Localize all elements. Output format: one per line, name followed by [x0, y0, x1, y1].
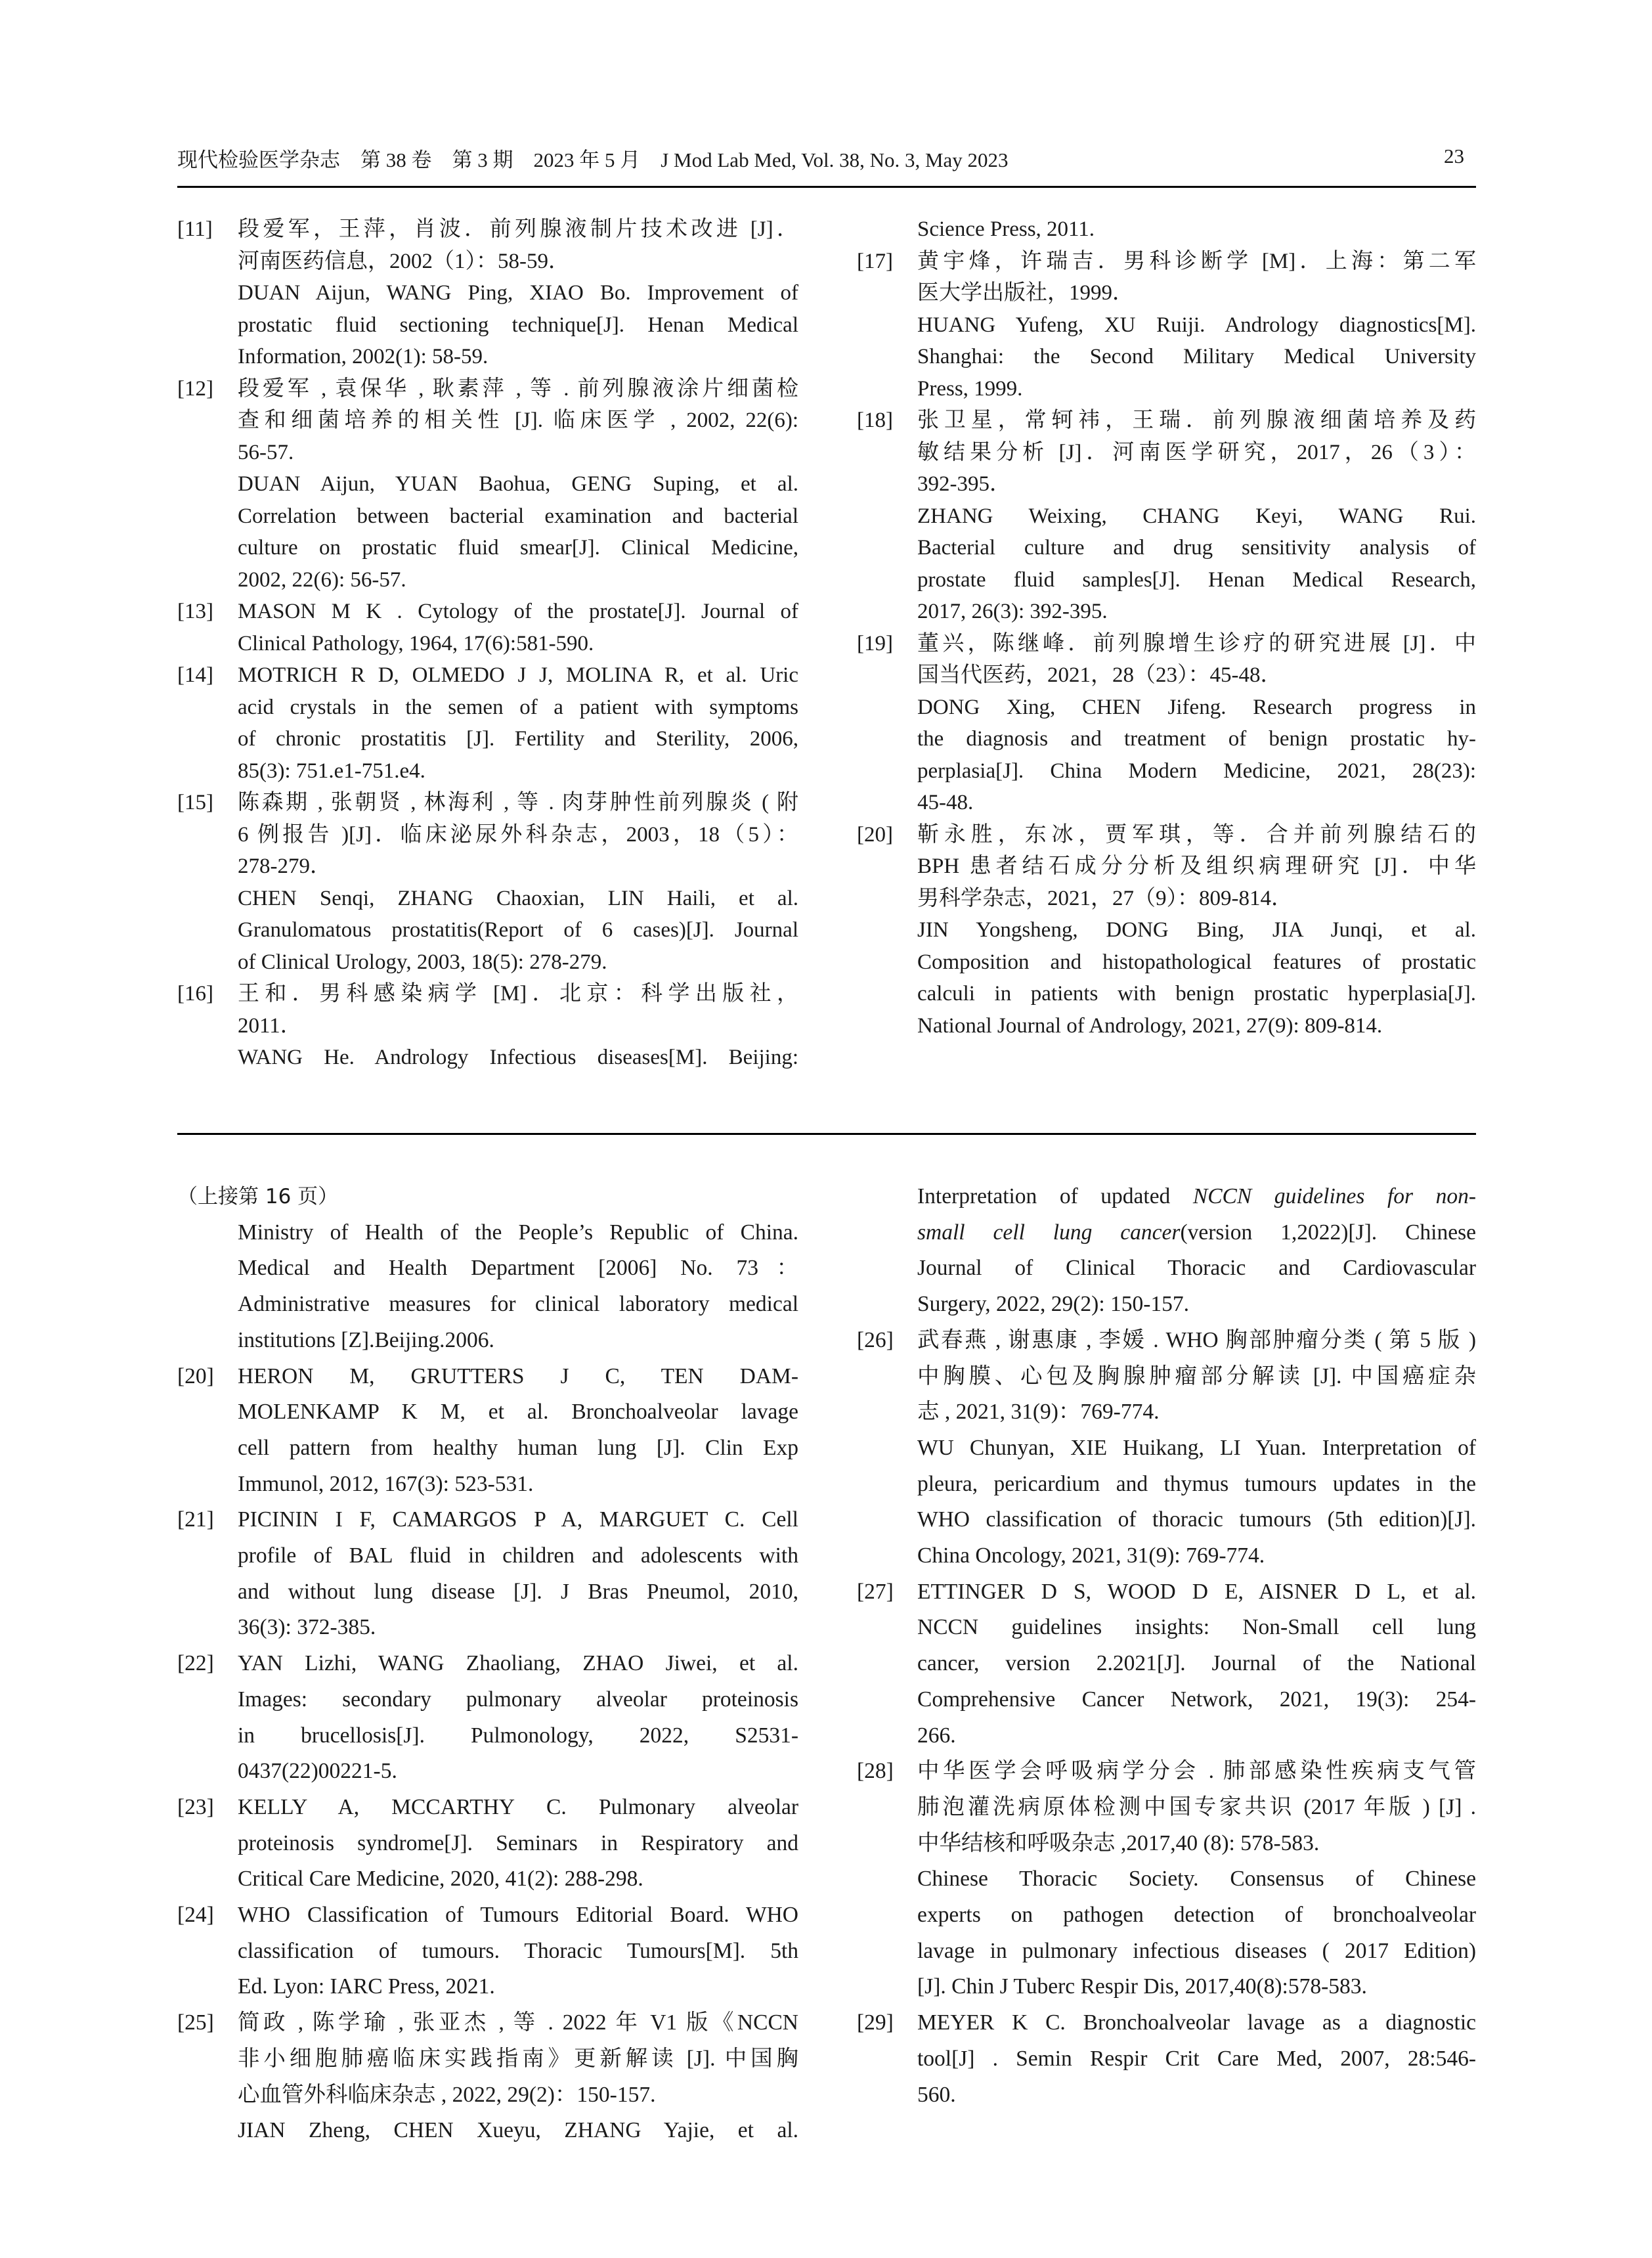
reference-continuation: small cell lung cancer(version 1,2022)[J]. Chinese — [917, 1220, 1476, 1245]
reference-number: [20] — [177, 1363, 214, 1388]
reference-item — [177, 659, 798, 787]
reference-line: of chronic prostatitis [J]. Fertility and Sterility, 2006, — [238, 727, 798, 751]
reference-continuation: Journal of Clinical Thoracic and Cardiovascular — [917, 1256, 1476, 1281]
reference-line: 278-279． — [238, 854, 332, 878]
reference-line: Ed. Lyon: IARC Press, 2021. — [238, 1974, 495, 1999]
reference-line: MOLENKAMP K M, et al. Bronchoalveolar lavage — [238, 1400, 798, 1425]
reference-line: JIN Yongsheng, DONG Bing, JIA Junqi, et al. — [917, 918, 1476, 942]
reference-line: 查和细菌培养的相关性 [J]. 临床医学 , 2002, 22(6): — [238, 409, 798, 432]
reference-line: 36(3): 372-385. — [238, 1615, 376, 1640]
reference-number: [22] — [177, 1651, 214, 1676]
reference-continuation: Administrative measures for clinical laboratory medical — [238, 1292, 798, 1317]
top-left-reference-column — [177, 213, 798, 1074]
reference-line: acid crystals in the semen of a patient with symptoms — [238, 695, 798, 719]
reference-line: YAN Lizhi, WANG Zhaoliang, ZHAO Jiwei, et al. — [238, 1651, 798, 1676]
reference-line: Correlation between bacterial examination and bacterial — [238, 504, 798, 528]
reference-item — [177, 787, 798, 978]
reference-number: [24] — [177, 1903, 214, 1928]
reference-line: WHO Classification of Tumours Editorial Board. WHO — [238, 1903, 798, 1928]
reference-item — [857, 628, 1476, 819]
reference-line: 560. — [917, 2082, 956, 2107]
reference-item — [857, 1323, 1476, 1574]
reference-number: [27] — [857, 1579, 894, 1604]
reference-line: 中胸膜、心包及胸腺肿瘤部分解读 [J]. 中国癌症杂 — [917, 1363, 1476, 1388]
reference-number: [20] — [857, 822, 893, 847]
reference-line: HERON M, GRUTTERS J C, TEN DAM- — [238, 1363, 798, 1388]
reference-line: NCCN guidelines insights: Non-Small cell lung — [917, 1615, 1476, 1640]
reference-line: prostate fluid samples[J]. Henan Medical Research, — [917, 567, 1476, 592]
reference-number: [29] — [857, 2010, 894, 2035]
reference-line: 85(3): 751.e1-751.e4. — [238, 759, 425, 783]
reference-line: 2002, 22(6): 56-57. — [238, 567, 406, 592]
reference-line: lavage in pulmonary infectious diseases ( 2017 Edition) — [917, 1938, 1476, 1963]
continued-from-label: （上接第 16 页） — [177, 1185, 339, 1208]
reference-line: DUAN Aijun, WANG Ping, XIAO Bo. Improvement of — [238, 281, 798, 305]
reference-line: and without lung disease [J]. J Bras Pneumol, 2010, — [238, 1579, 798, 1604]
reference-number: [12] — [177, 376, 213, 401]
reference-item — [177, 596, 798, 659]
reference-line: the diagnosis and treatment of benign prostatic hy- — [917, 727, 1476, 751]
reference-line: MOTRICH R D, OLMEDO J J, MOLINA R, et al. Uric — [238, 663, 798, 687]
bottom-right-reference-column — [857, 1179, 1476, 2113]
reference-continuation: Medical and Health Department [2006] No. 73： — [238, 1256, 798, 1281]
reference-line: 266. — [917, 1723, 956, 1748]
reference-number: [16] — [177, 982, 213, 1006]
reference-line: Images: secondary pulmonary alveolar proteinosis — [238, 1687, 798, 1712]
reference-line: 6 例报告 )[J]．临床泌尿外科杂志，2003，18（5）： — [238, 822, 798, 847]
reference-line: Information, 2002(1): 58-59. — [238, 345, 489, 368]
reference-item — [177, 2005, 798, 2149]
reference-line: 中华结核和呼吸杂志 ,2017,40 (8): 578-583. — [917, 1830, 1320, 1855]
reference-continuation: Interpretation of updated NCCN guidelines for non- — [917, 1184, 1476, 1208]
reference-line: in brucellosis[J]. Pulmonology, 2022, S2531- — [238, 1723, 798, 1748]
reference-line: tool[J] . Semin Respir Crit Care Med, 2007, 28:546- — [917, 2046, 1476, 2071]
reference-continuation: Science Press, 2011. — [917, 217, 1095, 241]
top-right-reference-column — [857, 213, 1476, 1042]
reference-line: Immunol, 2012, 167(3): 523-531. — [238, 1471, 534, 1496]
reference-line: MEYER K C. Bronchoalveolar lavage as a diagnostic — [917, 2010, 1476, 2035]
reference-line: cancer, version 2.2021[J]. Journal of the National — [917, 1651, 1476, 1676]
journal-info: 现代检验医学杂志 第 38 卷 第 3 期 2023 年 5 月 J Mod Lab Med, Vol. 38, No. 3, May 2023 — [177, 148, 1009, 171]
reference-line: ZHANG Weixing, CHANG Keyi, WANG Rui. — [917, 504, 1476, 528]
reference-line: 董兴，陈继峰．前列腺增生诊疗的研究进展 [J]．中 — [917, 631, 1476, 655]
reference-item — [177, 213, 798, 373]
reference-line: 段爱军 , 袁保华 , 耿素萍 , 等 . 前列腺液涂片细菌检 — [238, 376, 798, 401]
reference-line: 段爱军，王萍，肖波．前列腺液制片技术改进 [J]． — [238, 217, 798, 241]
reference-line: 王和．男科感染病学 [M]．北京：科学出版社， — [238, 982, 798, 1006]
reference-line: Clinical Pathology, 1964, 17(6):581-590. — [238, 631, 594, 655]
reference-line: 非小细胞肺癌临床实践指南》更新解读 [J]. 中国胸 — [238, 2046, 798, 2071]
reference-item — [177, 373, 798, 596]
reference-line: Chinese Thoracic Society. Consensus of Chinese — [917, 1867, 1476, 1892]
reference-line: Shanghai: the Second Military Medical University — [917, 345, 1476, 368]
reference-item — [857, 1574, 1476, 1754]
reference-line: DONG Xing, CHEN Jifeng. Research progress in — [917, 695, 1476, 719]
reference-item — [177, 1502, 798, 1646]
reference-line: 肺泡灌洗病原体检测中国专家共识 (2017 年版 ) [J] . — [917, 1794, 1476, 1819]
header-rule — [177, 186, 1476, 188]
reference-item — [177, 1790, 798, 1897]
reference-line: BPH 患者结石成分分析及组织病理研究 [J]．中华 — [917, 854, 1476, 878]
reference-line: China Oncology, 2021, 31(9): 769-774. — [917, 1543, 1265, 1568]
reference-item — [857, 246, 1476, 405]
reference-line: 医大学出版社，1999． — [917, 281, 1134, 305]
running-header — [177, 146, 1476, 175]
reference-item — [857, 819, 1476, 1042]
reference-line: Press, 1999. — [917, 376, 1023, 401]
section-divider — [177, 1133, 1476, 1135]
reference-line: JIAN Zheng, CHEN Xueyu, ZHANG Yajie, et al. — [238, 2118, 798, 2143]
reference-line: 张卫星，常轲祎，王瑞．前列腺液细菌培养及药 — [917, 409, 1476, 432]
reference-number: [13] — [177, 600, 213, 623]
reference-number: [17] — [857, 249, 893, 273]
reference-line: 黄宇烽，许瑞吉．男科诊断学 [M]．上海：第二军 — [917, 249, 1476, 273]
reference-line: cell pattern from healthy human lung [J]. Clin Exp — [238, 1435, 798, 1460]
reference-line: 河南医药信息，2002（1）：58-59． — [238, 249, 570, 273]
page-number: 23 — [1444, 144, 1464, 167]
reference-line: 56-57. — [238, 440, 294, 464]
reference-line: Comprehensive Cancer Network, 2021, 19(3): 254- — [917, 1687, 1476, 1712]
reference-line: DUAN Aijun, YUAN Baohua, GENG Suping, et al. — [238, 472, 798, 496]
reference-line: perplasia[J]. China Modern Medicine, 2021, 28(23): — [917, 759, 1476, 783]
reference-number: [25] — [177, 2010, 214, 2035]
reference-line: classification of tumours. Thoracic Tumours[M]. 5th — [238, 1938, 798, 1963]
reference-item — [857, 405, 1476, 628]
reference-line: 简政 , 陈学瑜 , 张亚杰 , 等 . 2022 年 V1 版《NCCN — [238, 2010, 798, 2035]
reference-item — [857, 2005, 1476, 2113]
reference-line: pleura, pericardium and thymus tumours updates in the — [917, 1471, 1476, 1496]
reference-line: HUANG Yufeng, XU Ruiji. Andrology diagnostics[M]. — [917, 313, 1476, 337]
reference-line: ETTINGER D S, WOOD D E, AISNER D L, et al. — [917, 1579, 1476, 1604]
reference-continuation: institutions [Z].Beijing.2006. — [238, 1327, 494, 1352]
reference-number: [11] — [177, 217, 213, 241]
reference-number: [19] — [857, 631, 893, 655]
reference-line: culture on prostatic fluid smear[J]. Clinical Medicine, — [238, 536, 798, 560]
reference-line: Bacterial culture and drug sensitivity analysis of — [917, 536, 1476, 560]
reference-line: 2011． — [238, 1013, 302, 1038]
reference-line: 志 , 2021, 31(9)：769-774. — [917, 1400, 1160, 1425]
reference-line: WU Chunyan, XIE Huikang, LI Yuan. Interpretation of — [917, 1435, 1476, 1460]
reference-line: 靳永胜，东冰，贾军琪，等．合并前列腺结石的 — [917, 822, 1476, 847]
reference-continuation: Surgery, 2022, 29(2): 150-157. — [917, 1292, 1190, 1317]
reference-number: [18] — [857, 409, 893, 432]
reference-line: [J]. Chin J Tuberc Respir Dis, 2017,40(8):578-583. — [917, 1974, 1367, 1999]
reference-line: 陈森期 , 张朝贤 , 林海利 , 等 . 肉芽肿性前列腺炎 ( 附 — [238, 791, 798, 814]
reference-line: profile of BAL fluid in children and adolescents with — [238, 1543, 798, 1568]
reference-line: 国当代医药，2021，28（23）：45-48． — [917, 663, 1282, 687]
reference-line: 45-48. — [917, 791, 974, 814]
reference-line: WHO classification of thoracic tumours (5th edition)[J]. — [917, 1507, 1476, 1532]
reference-line: PICININ I F, CAMARGOS P A, MARGUET C. Cell — [238, 1507, 798, 1532]
bottom-left-reference-column — [177, 1179, 798, 2149]
reference-line: MASON M K . Cytology of the prostate[J]. Journal of — [238, 600, 798, 623]
reference-line: 敏结果分析 [J]．河南医学研究，2017，26（3）： — [917, 440, 1476, 464]
reference-line: National Journal of Andrology, 2021, 27(9): 809-814. — [917, 1013, 1383, 1038]
reference-line: of Clinical Urology, 2003, 18(5): 278-279. — [238, 950, 607, 974]
reference-line: KELLY A, MCCARTHY C. Pulmonary alveolar — [238, 1794, 798, 1819]
reference-number: [23] — [177, 1794, 214, 1819]
reference-item — [177, 1646, 798, 1790]
reference-line: 武春燕 , 谢惠康 , 李媛 . WHO 胸部肿瘤分类 ( 第 5 版 ) — [917, 1327, 1476, 1352]
reference-line: CHEN Senqi, ZHANG Chaoxian, LIN Haili, et al. — [238, 886, 798, 910]
reference-line: 0437(22)00221-5. — [238, 1759, 397, 1784]
reference-item — [177, 1359, 798, 1503]
reference-line: 男科学杂志，2021，27（9）：809-814． — [917, 886, 1293, 910]
reference-line: experts on pathogen detection of bronchoalveolar — [917, 1903, 1476, 1928]
reference-line: prostatic fluid sectioning technique[J]. Henan Medical — [238, 313, 798, 337]
reference-line: Composition and histopathological features of prostatic — [917, 950, 1476, 974]
reference-item — [177, 1897, 798, 2005]
reference-line: 中华医学会呼吸病学分会 . 肺部感染性疾病支气管 — [917, 1759, 1476, 1784]
reference-number: [15] — [177, 791, 213, 814]
reference-number: [26] — [857, 1327, 894, 1352]
reference-line: Critical Care Medicine, 2020, 41(2): 288-298. — [238, 1867, 643, 1892]
reference-continuation: Ministry of Health of the People’s Republic of China. — [238, 1220, 798, 1245]
reference-line: calculi in patients with benign prostatic hyperplasia[J]. — [917, 982, 1476, 1006]
reference-line: 392-395． — [917, 472, 1011, 496]
reference-line: WANG He. Andrology Infectious diseases[M]. Beijing: — [238, 1046, 798, 1069]
reference-item — [857, 1754, 1476, 2005]
reference-line: proteinosis syndrome[J]. Seminars in Respiratory and — [238, 1830, 798, 1855]
reference-line: 心血管外科临床杂志 , 2022, 29(2)：150-157. — [238, 2082, 656, 2107]
reference-number: [21] — [177, 1507, 214, 1532]
reference-line: Granulomatous prostatitis(Report of 6 cases)[J]. Journal — [238, 918, 798, 942]
reference-item — [177, 978, 798, 1074]
reference-number: [28] — [857, 1759, 894, 1784]
reference-number: [14] — [177, 663, 213, 687]
reference-line: 2017, 26(3): 392-395. — [917, 600, 1108, 623]
